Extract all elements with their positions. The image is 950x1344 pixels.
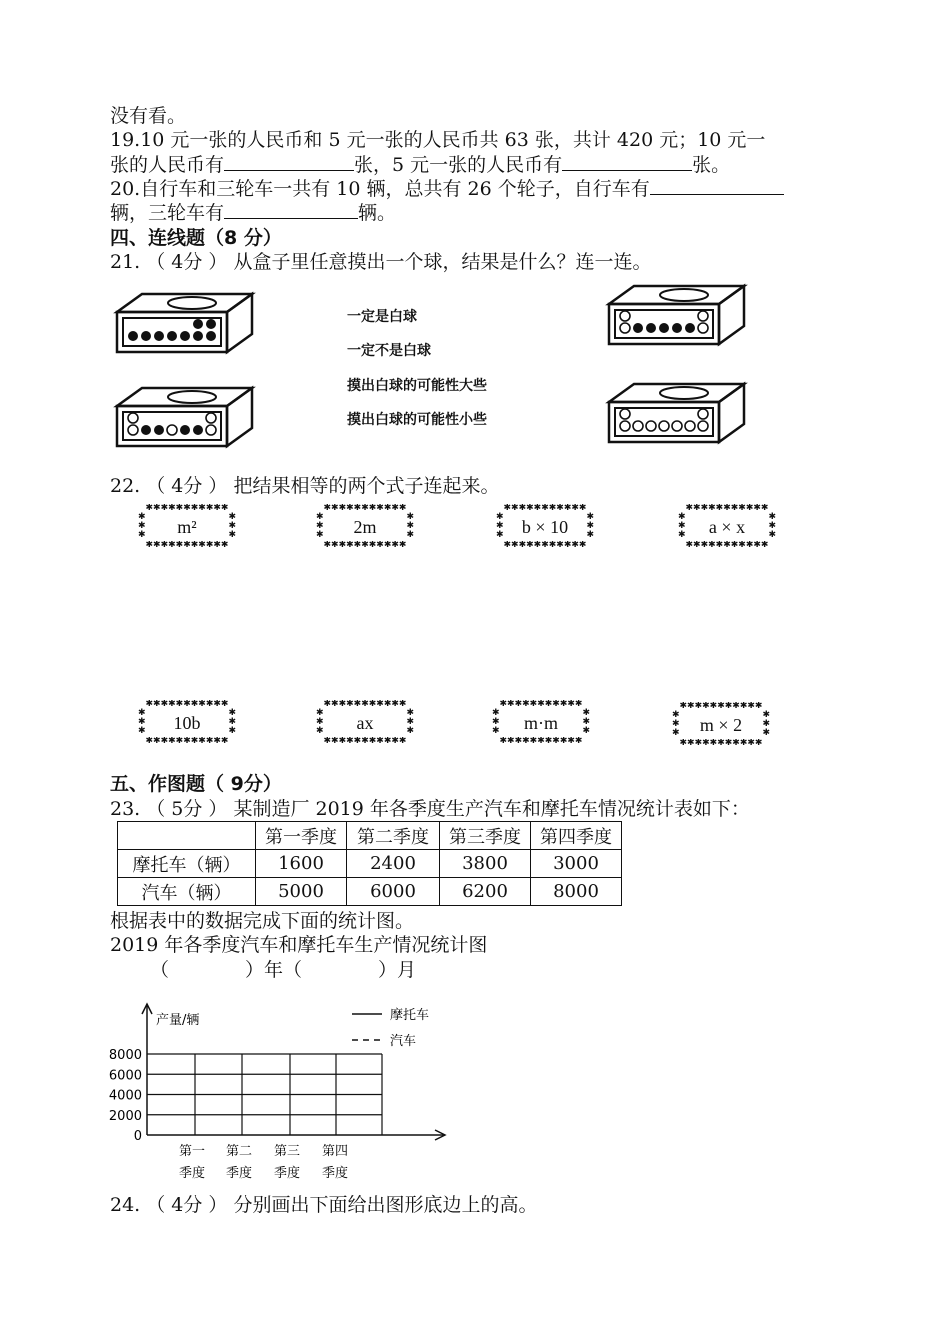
question-20-line-2 xyxy=(110,200,396,225)
match-option-4[interactable]: 摸出白球的可能性小些 xyxy=(347,412,487,428)
expression-text: 10b xyxy=(173,713,201,733)
table-row xyxy=(118,878,622,906)
star-border-icon: ✱✱✱✱✱✱✱✱✱✱✱ xyxy=(145,700,229,709)
q19-text-2: 张，5 元一张的人民币有 xyxy=(354,154,563,176)
expression-text: 2m xyxy=(353,517,377,537)
x-category-label: 第四 xyxy=(321,1144,349,1159)
table-header-cell: 第二季度 xyxy=(347,822,440,850)
expression-card[interactable]: ✱✱✱✱✱✱✱✱✱✱✱ ✱ ✱ ✱ ✱ ✱ ✱ 2m ✱✱✱✱✱✱✱✱✱✱✱ xyxy=(316,504,414,550)
match-option-3[interactable]: 摸出白球的可能性大些 xyxy=(347,378,487,394)
table-header-cell: 第四季度 xyxy=(531,822,622,850)
table-header-cell: 第一季度 xyxy=(256,822,347,850)
q20-text-1: 20.自行车和三轮车一共有 10 辆，总共有 26 个轮子，自行车有 xyxy=(110,178,650,200)
y-tick-label: 2000 xyxy=(108,1108,142,1124)
answer-blank-bicycles[interactable] xyxy=(650,176,784,195)
match-option-1[interactable]: 一定是白球 xyxy=(347,309,417,325)
legend-label-car: 汽车 xyxy=(390,1034,417,1049)
star-border-icon: ✱✱✱✱✱✱✱✱✱✱✱ xyxy=(323,700,407,709)
x-category-label: 第一 xyxy=(178,1144,206,1159)
question-23: 23. （ 5分 ） 某制造厂 2019 年各季度生产汽车和摩托车情况统计表如下： xyxy=(110,798,750,820)
expression-card[interactable]: ✱✱✱✱✱✱✱✱✱✱✱ ✱ ✱ ✱ ✱ ✱ ✱ ax ✱✱✱✱✱✱✱✱✱✱✱ xyxy=(316,700,414,746)
x-category-label: 季度 xyxy=(225,1166,253,1181)
star-border-icon: ✱✱✱✱✱✱✱✱✱✱✱ xyxy=(503,504,587,513)
q20-text-3: 辆。 xyxy=(358,202,397,224)
table-cell: 5000 xyxy=(256,878,347,906)
star-border-icon: ✱✱✱✱✱✱✱✱✱✱✱ xyxy=(499,700,583,709)
section-5-heading: 五、作图题（ 9分） xyxy=(110,773,282,795)
question-24: 24. （ 4分 ） 分别画出下面给出图形底边上的高。 xyxy=(110,1194,538,1216)
question-22: 22. （ 4分 ） 把结果相等的两个式子连起来。 xyxy=(110,475,500,497)
expression-text: ax xyxy=(356,713,374,733)
legend-label-motorcycle: 摩托车 xyxy=(390,1008,430,1023)
ball-box-3 xyxy=(604,282,750,348)
y-tick-label: 6000 xyxy=(108,1068,142,1084)
production-table xyxy=(117,821,622,906)
question-19-line-2 xyxy=(110,152,730,177)
question-19-line-1: 19.10 元一张的人民币和 5 元一张的人民币共 63 张，共计 420 元；10 元一 xyxy=(110,129,766,151)
production-line-chart xyxy=(100,1000,460,1190)
text-line: 没有看。 xyxy=(110,105,187,127)
date-line: （ ）年（ ）月 xyxy=(150,959,417,981)
star-border-icon: ✱✱✱✱✱✱✱✱✱✱✱ xyxy=(685,504,769,513)
y-tick-label: 8000 xyxy=(108,1048,142,1063)
star-border-icon: ✱✱✱✱✱✱✱✱✱✱✱ xyxy=(679,702,763,711)
table-cell: 1600 xyxy=(256,850,347,878)
star-border-icon: ✱✱✱✱✱✱✱✱✱✱✱ xyxy=(145,504,229,513)
chart-instruction: 根据表中的数据完成下面的统计图。 xyxy=(110,910,415,932)
answer-blank-5yuan[interactable] xyxy=(562,152,692,171)
expression-text: m² xyxy=(177,517,197,537)
expression-card[interactable]: ✱✱✱✱✱✱✱✱✱✱✱ ✱ ✱ ✱ ✱ ✱ ✱ m × 2 ✱✱✱✱✱✱✱✱✱✱✱ xyxy=(672,702,770,748)
x-category-label: 季度 xyxy=(178,1166,206,1181)
star-border-icon: ✱✱✱✱✱✱✱✱✱✱✱ xyxy=(323,504,407,513)
table-header-cell: 第三季度 xyxy=(440,822,531,850)
ball-box-4 xyxy=(604,380,750,446)
expression-card[interactable]: ✱✱✱✱✱✱✱✱✱✱✱ ✱ ✱ ✱ ✱ ✱ ✱ 10b ✱✱✱✱✱✱✱✱✱✱✱ xyxy=(138,700,236,746)
answer-blank-tricycles[interactable] xyxy=(224,200,358,219)
chart-caption: 2019 年各季度汽车和摩托车生产情况统计图 xyxy=(110,934,488,956)
expression-text: m·m xyxy=(524,713,558,733)
table-cell: 6000 xyxy=(347,878,440,906)
table-header-cell xyxy=(118,822,256,850)
table-cell: 3800 xyxy=(440,850,531,878)
question-21: 21. （ 4分 ） 从盒子里任意摸出一个球，结果是什么？连一连。 xyxy=(110,251,652,273)
q19-text-1: 张的人民币有 xyxy=(110,154,225,176)
y-tick-label: 0 xyxy=(133,1129,142,1144)
expression-text: a × x xyxy=(708,517,746,537)
x-category-label: 季度 xyxy=(321,1166,349,1181)
q20-text-2: 辆，三轮车有 xyxy=(110,202,225,224)
expression-card[interactable]: ✱✱✱✱✱✱✱✱✱✱✱ ✱ ✱ ✱ ✱ ✱ ✱ a × x ✱✱✱✱✱✱✱✱✱✱✱ xyxy=(678,504,776,550)
question-20-line-1 xyxy=(110,176,784,201)
y-tick-label: 4000 xyxy=(108,1088,142,1104)
table-cell: 3000 xyxy=(531,850,622,878)
table-cell: 汽车（辆） xyxy=(118,878,256,906)
x-category-label: 第三 xyxy=(273,1144,301,1159)
expression-card[interactable]: ✱✱✱✱✱✱✱✱✱✱✱ ✱ ✱ ✱ ✱ ✱ ✱ m² ✱✱✱✱✱✱✱✱✱✱✱ xyxy=(138,504,236,550)
match-option-2[interactable]: 一定不是白球 xyxy=(347,343,431,359)
table-cell: 8000 xyxy=(531,878,622,906)
answer-blank-10yuan[interactable] xyxy=(224,152,354,171)
expression-card[interactable]: ✱✱✱✱✱✱✱✱✱✱✱ ✱ ✱ ✱ ✱ ✱ ✱ m·m ✱✱✱✱✱✱✱✱✱✱✱ xyxy=(492,700,590,746)
q19-text-3: 张。 xyxy=(692,154,731,176)
ball-box-2 xyxy=(112,384,258,450)
table-cell: 6200 xyxy=(440,878,531,906)
expression-text: b × 10 xyxy=(521,517,569,537)
table-row xyxy=(118,850,622,878)
expression-card[interactable]: ✱✱✱✱✱✱✱✱✱✱✱ ✱ ✱ ✱ ✱ ✱ ✱ b × 10 ✱✱✱✱✱✱✱✱✱✱✱ xyxy=(496,504,594,550)
y-axis-label: 产量/辆 xyxy=(156,1013,200,1028)
x-category-label: 季度 xyxy=(273,1166,301,1181)
expression-text: m × 2 xyxy=(699,715,743,735)
table-header-row xyxy=(118,822,622,850)
ball-box-1 xyxy=(112,290,258,356)
section-4-heading: 四、连线题（8 分） xyxy=(110,227,282,249)
x-category-label: 第二 xyxy=(225,1144,253,1159)
table-cell: 摩托车（辆） xyxy=(118,850,256,878)
table-cell: 2400 xyxy=(347,850,440,878)
